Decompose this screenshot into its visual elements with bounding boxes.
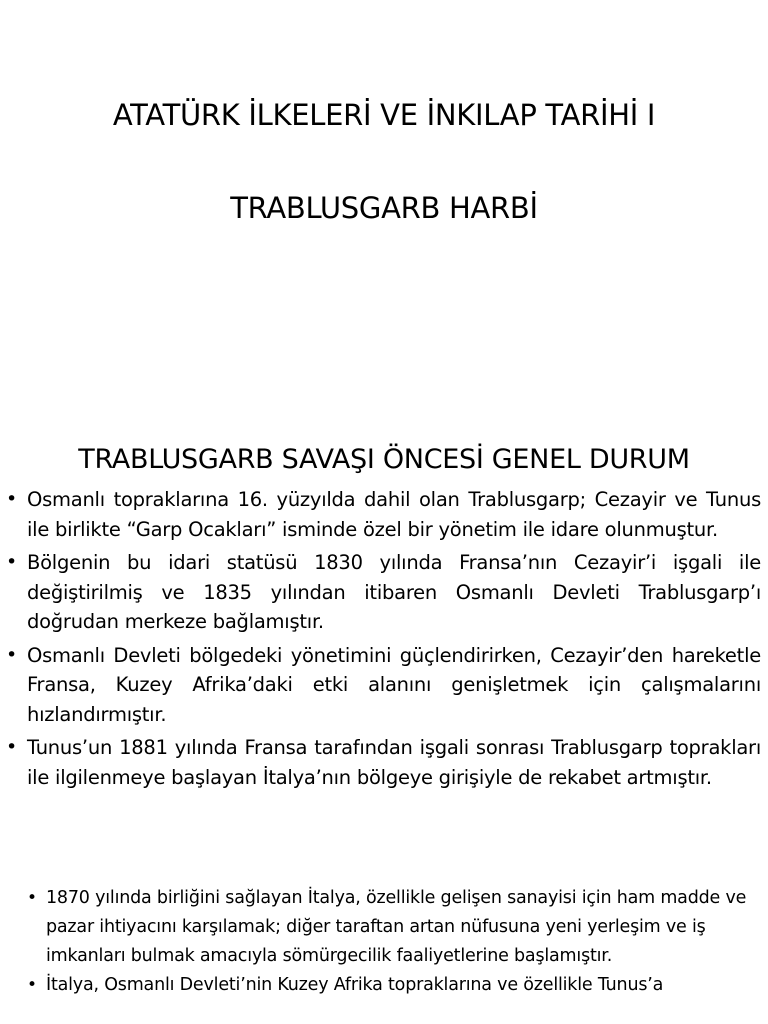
slide-heading: TRABLUSGARB SAVAŞI ÖNCESİ GENEL DURUM <box>78 444 690 475</box>
bullet-icon: • <box>6 736 17 758</box>
bullet-text: Osmanlı topraklarına 16. yüzyılda dahil olan Trablusgarp; Cezayir ve Tunus ile birlikte “Garp Ocakları” isminde özel bir yönetim ile idare olunmuştur. <box>27 488 761 541</box>
bullet-text: 1870 yılında birliğini sağlayan İtalya, özellikle gelişen sanayisi için ham madde ve pazar ihtiyacını karşılamak; diğer taraftan artan nüfusuna yeni yerleşim ve iş imkanları bulmak amacıyla sömürgecilik faaliyetlerine başlamıştır. <box>46 888 747 966</box>
list-item <box>0 548 768 637</box>
bullet-icon: • <box>6 551 17 573</box>
list-item <box>0 485 768 544</box>
bullet-icon: • <box>27 888 37 908</box>
list-item <box>0 884 768 971</box>
list-item <box>0 733 768 792</box>
bullet-icon: • <box>6 488 17 510</box>
course-title: ATATÜRK İLKELERİ VE İNKILAP TARİHİ I <box>112 98 656 132</box>
bullet-text: Bölgenin bu idari statüsü 1830 yılında Fransa’nın Cezayir’i işgali ile değiştirilmiş ve 1835 yılından itibaren Osmanlı Devleti Trablusgarp’ı doğrudan merkeze bağlamıştır. <box>27 551 761 633</box>
list-item <box>0 971 768 1000</box>
bullet-text: İtalya, Osmanlı Devleti’nin Kuzey Afrika topraklarına ve özellikle Tunus’a <box>46 975 664 995</box>
title-slide <box>0 0 768 430</box>
bullet-text: Osmanlı Devleti bölgedeki yönetimini güçlendirirken, Cezayir’den hareketle Fransa, Kuzey Afrika’daki etki alanını genişletmek için çalışmalarını hızlandırmıştır. <box>27 643 761 726</box>
bullet-icon: • <box>27 975 37 995</box>
lecture-title: TRABLUSGARB HARBİ <box>230 191 538 225</box>
sub-bullet-list <box>0 884 768 1000</box>
list-item <box>0 641 768 730</box>
content-slide <box>0 430 768 1024</box>
bullet-text: Tunus’un 1881 yılında Fransa tarafından işgali sonrası Trablusgarp toprakları ile ilgilenmeye başlayan İtalya’nın bölgeye girişiyle de rekabet artmıştır. <box>27 736 761 789</box>
bullet-list <box>0 485 768 796</box>
bullet-icon: • <box>6 643 17 666</box>
